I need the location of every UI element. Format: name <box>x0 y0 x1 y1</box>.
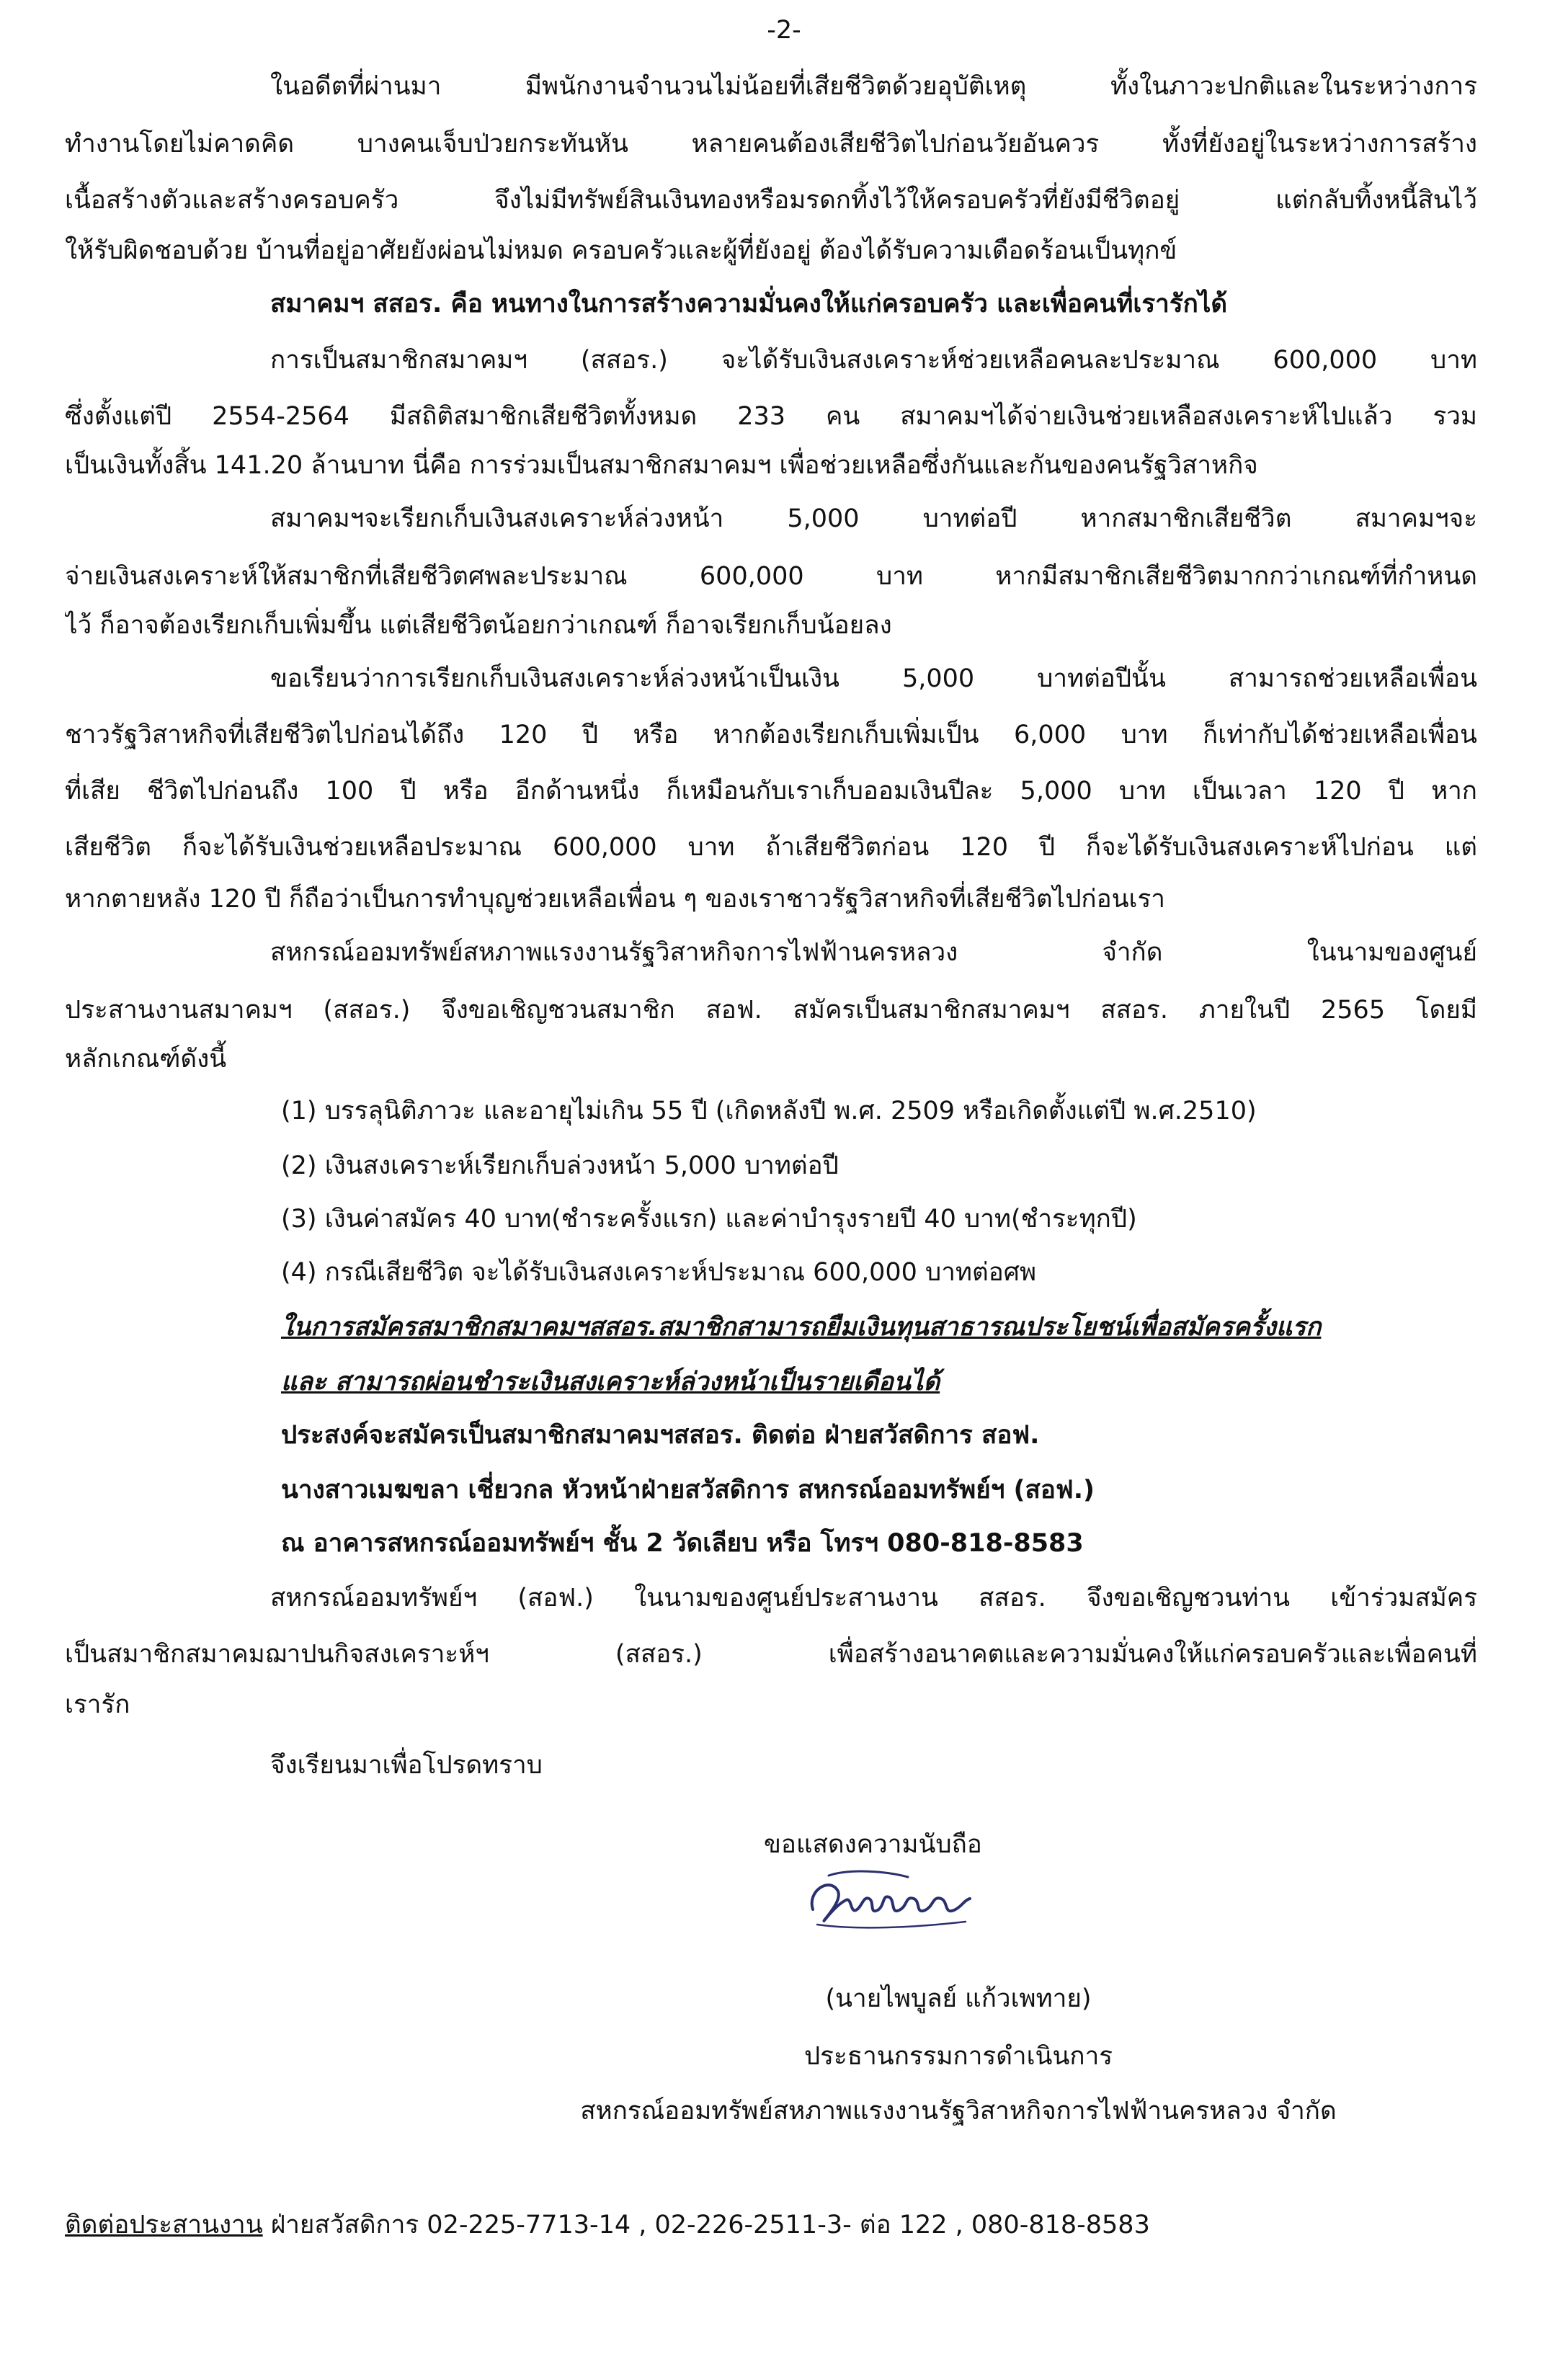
paragraph-2-line-2: ซึ่งตั้งแต่ปี 2554-2564 มีสถิติสมาชิกเสียชีวิตทั้งหมด 233 คน สมาคมฯได้จ่ายเงินช่วยเหลือสงเคราะห์ไปแล้ว รวม <box>65 402 1477 431</box>
regards-line: ขอแสดงความนับถือ <box>764 1830 982 1859</box>
criteria-item-2: (2) เงินสงเคราะห์เรียกเก็บล่วงหน้า 5,000 บาทต่อปี <box>281 1151 839 1180</box>
contact-line-1: ประสงค์จะสมัครเป็นสมาชิกสมาคมฯสสอร. ติดต่อ ฝ่ายสวัสดิการ สอฟ. <box>281 1421 1040 1450</box>
paragraph-6-line-3: เรารัก <box>65 1690 130 1719</box>
signatory-title: ประธานกรรมการดำเนินการ <box>803 2042 1113 2071</box>
section-heading: สมาคมฯ สสอร. คือ หนทางในการสร้างความมั่นคงให้แก่ครอบครัว และเพื่อคนที่เรารักได้ <box>270 290 1228 318</box>
signatory-name: (นายไพบูลย์ แก้วเพทาย) <box>825 1984 1092 2013</box>
contact-line-3: ณ อาคารสหกรณ์ออมทรัพย์ฯ ชั้น 2 วัดเลียบ หรือ โทรฯ 080-818-8583 <box>281 1529 1084 1558</box>
closing-line: จึงเรียนมาเพื่อโปรดทราบ <box>270 1751 543 1780</box>
signatory-organization: สหกรณ์ออมทรัพย์สหภาพแรงงานรัฐวิสาหกิจการไฟฟ้านครหลวง จำกัด <box>580 2097 1337 2126</box>
paragraph-5-line-3: หลักเกณฑ์ดังนี้ <box>65 1045 227 1074</box>
paragraph-3-line-3: ไว้ ก็อาจต้องเรียกเก็บเพิ่มขึ้น แต่เสียชีวิตน้อยกว่าเกณฑ์ ก็อาจเรียกเก็บน้อยลง <box>65 611 892 640</box>
paragraph-3-line-1: สมาคมฯจะเรียกเก็บเงินสงเคราะห์ล่วงหน้า 5,000 บาทต่อปี หากสมาชิกเสียชีวิต สมาคมฯจะ <box>270 504 1477 533</box>
paragraph-1-line-4: ให้รับผิดชอบด้วย บ้านที่อยู่อาศัยยังผ่อนไม่หมด ครอบครัวและผู้ที่ยังอยู่ ต้องได้รับความเดือดร้อนเป็นทุกข์ <box>65 236 1177 265</box>
paragraph-4-line-3: ที่เสีย ชีวิตไปก่อนถึง 100 ปี หรือ อีกด้านหนึ่ง ก็เหมือนกับเราเก็บออมเงินปีละ 5,000 บาท เป็นเวลา 120 ปี หาก <box>65 777 1477 806</box>
paragraph-4-line-2: ชาวรัฐวิสาหกิจที่เสียชีวิตไปก่อนได้ถึง 120 ปี หรือ หากต้องเรียกเก็บเพิ่มเป็น 6,000 บาท ก็เท่ากับได้ช่วยเหลือเพื่อน <box>65 721 1477 749</box>
paragraph-5-line-1: สหกรณ์ออมทรัพย์สหภาพแรงงานรัฐวิสาหกิจการไฟฟ้านครหลวง จำกัด ในนามของศูนย์ <box>270 938 1477 967</box>
paragraph-2-line-3: เป็นเงินทั้งสิ้น 141.20 ล้านบาท นี่คือ การร่วมเป็นสมาชิกสมาคมฯ เพื่อช่วยเหลือซึ่งกันและกันของคนรัฐวิสาหกิจ <box>65 451 1258 480</box>
criteria-item-1: (1) บรรลุนิติภาวะ และอายุไม่เกิน 55 ปี (เกิดหลังปี พ.ศ. 2509 หรือเกิดตั้งแต่ปี พ.ศ.2510) <box>281 1097 1257 1125</box>
paragraph-4-line-1: ขอเรียนว่าการเรียกเก็บเงินสงเคราะห์ล่วงหน้าเป็นเงิน 5,000 บาทต่อปีนั้น สามารถช่วยเหลือเพื่อน <box>270 664 1477 693</box>
criteria-item-3: (3) เงินค่าสมัคร 40 บาท(ชำระครั้งแรก) และค่าบำรุงรายปี 40 บาท(ชำระทุกปี) <box>281 1205 1137 1234</box>
paragraph-2-line-1: การเป็นสมาชิกสมาคมฯ (สสอร.) จะได้รับเงินสงเคราะห์ช่วยเหลือคนละประมาณ 600,000 บาท <box>270 346 1477 375</box>
footer-contact <box>65 2203 1477 2248</box>
contact-line-2: นางสาวเมฆขลา เชี่ยวกล หัวหน้าฝ่ายสวัสดิการ สหกรณ์ออมทรัพย์ฯ (สอฟ.) <box>281 1476 1095 1504</box>
paragraph-3-line-2: จ่ายเงินสงเคราะห์ให้สมาชิกที่เสียชีวิตศพละประมาณ 600,000 บาท หากมีสมาชิกเสียชีวิตมากกว่าเกณฑ์ที่กำหนด <box>65 562 1477 591</box>
paragraph-4-line-5: หากตายหลัง 120 ปี ก็ถือว่าเป็นการทำบุญช่วยเหลือเพื่อน ๆ ของเราชาวรัฐวิสาหกิจที่เสียชีวิตไปก่อนเรา <box>65 885 1165 914</box>
signature-image <box>800 1855 980 1942</box>
paragraph-6-line-1: สหกรณ์ออมทรัพย์ฯ (สอฟ.) ในนามของศูนย์ประสานงาน สสอร. จึงขอเชิญชวนท่าน เข้าร่วมสมัคร <box>270 1584 1477 1613</box>
emphasis-line-1: ในการสมัครสมาชิกสมาคมฯสสอร.สมาชิกสามารถยืมเงินทุนสาธารณประโยชน์เพื่อสมัครครั้งแรก <box>281 1313 1322 1342</box>
footer-label: ติดต่อประสานงาน <box>65 2211 263 2239</box>
footer-text: ฝ่ายสวัสดิการ 02-225-7713-14 , 02-226-2511-3- ต่อ 122 , 080-818-8583 <box>262 2211 1150 2239</box>
page-number: -2- <box>767 16 801 45</box>
paragraph-1-line-2: ทำงานโดยไม่คาดคิด บางคนเจ็บป่วยกระทันหัน หลายคนต้องเสียชีวิตไปก่อนวัยอันควร ทั้งที่ยังอยู่ในระหว่างการสร้าง <box>65 130 1477 159</box>
paragraph-6-line-2: เป็นสมาชิกสมาคมฌาปนกิจสงเคราะห์ฯ (สสอร.) เพื่อสร้างอนาคตและความมั่นคงให้แก่ครอบครัวและเพื่อคนที่ <box>65 1640 1477 1669</box>
paragraph-1-line-1: ในอดีตที่ผ่านมา มีพนักงานจำนวนไม่น้อยที่เสียชีวิตด้วยอุบัติเหตุ ทั้งในภาวะปกติและในระหว่างการ <box>270 72 1477 101</box>
emphasis-line-2: และ สามารถผ่อนชำระเงินสงเคราะห์ล่วงหน้าเป็นรายเดือนได้ <box>281 1368 940 1396</box>
criteria-item-4: (4) กรณีเสียชีวิต จะได้รับเงินสงเคราะห์ประมาณ 600,000 บาทต่อศพ <box>281 1258 1037 1287</box>
paragraph-1-line-3: เนื้อสร้างตัวและสร้างครอบครัว จึงไม่มีทรัพย์สินเงินทองหรือมรดกทิ้งไว้ให้ครอบครัวที่ยังมีชีวิตอยู่ แต่กลับทิ้งหนี้สินไว้ <box>65 186 1477 215</box>
paragraph-5-line-2: ประสานงานสมาคมฯ (สสอร.) จึงขอเชิญชวนสมาชิก สอฟ. สมัครเป็นสมาชิกสมาคมฯ สสอร. ภายในปี 2565 โดยมี <box>65 996 1477 1025</box>
paragraph-4-line-4: เสียชีวิต ก็จะได้รับเงินช่วยเหลือประมาณ 600,000 บาท ถ้าเสียชีวิตก่อน 120 ปี ก็จะได้รับเงินสงเคราะห์ไปก่อน แต่ <box>65 833 1477 862</box>
